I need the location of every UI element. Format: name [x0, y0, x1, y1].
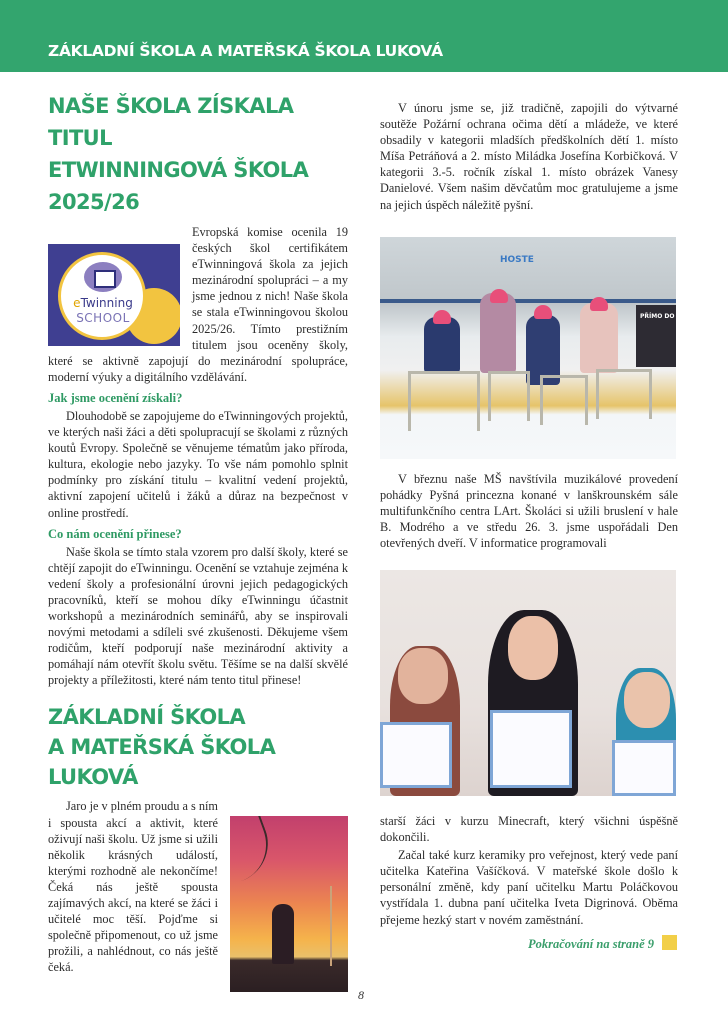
article1-title-line: 2025/26 [48, 190, 140, 214]
boy-face [398, 648, 448, 704]
etwinning-school-logo [48, 244, 180, 346]
article2-intro: Jaro je v plném proudu a s ním i spousta akcí a aktivit, které oživují naši školu. Už jsme si užili několik krásných událostí, kterými rozhodně ale nekončíme! Čeká nás ještě spousta zajímavých akcí, na které se žáci i učitelé moc těší. Pojďme si společně připomenout, co už jsme prožili, a nahlédnout, co nás ještě čeká. [48, 799, 218, 975]
article2-title-line: ZÁKLADNÍ ŠKOLA [48, 705, 246, 730]
subheading-how-we-earned: Jak jsme ocenění získali? [48, 390, 183, 405]
right-column-middle [380, 471, 678, 551]
boy-face [624, 672, 670, 728]
logo-etwinning-text: eTwinning [73, 296, 133, 310]
page-number: 8 [358, 988, 364, 1002]
skating-kids-photo [380, 237, 676, 459]
firefighter-painting-image [230, 816, 348, 992]
certificate-paper [612, 740, 676, 796]
article2-title-line: A MATEŘSKÁ ŠKOLA LUKOVÁ [48, 735, 276, 790]
firefighter-silhouette [272, 904, 294, 964]
skating-aid-frame [488, 371, 530, 421]
header-title: ZÁKLADNÍ ŠKOLA A MATEŘSKÁ ŠKOLA LUKOVÁ [48, 42, 443, 60]
continue-on-page-link[interactable]: Pokračování na straně 9 [528, 937, 655, 951]
kid-figure [480, 293, 516, 373]
article1-paragraph: Naše škola se tímto stala vzorem pro další školy, které se chtějí zapojit do eTwinningu. Ocenění se vztahuje zejména k vedení školy a profesionální úrovni jejich pedagogických pracovníků, kteří se mohou díky eTwinningu účastnit workshopů a mezinárodních seminářů, aby se inspirovali novými metodami a sdíleli své zkušenosti. Děkujeme všem rodičům, kteří podporují naše mezinárodní aktivity a pomáhají nám otevřít školu světu. Těšíme se na další skvělé projekty a příležitosti, které nám tento titul přinese! [48, 544, 348, 688]
article1-intro-block [48, 224, 348, 385]
article2-title [48, 702, 348, 792]
certificate-paper [380, 722, 452, 788]
tree-shape [330, 886, 332, 966]
left-column [48, 90, 348, 992]
right-paragraph-minecraft: starší žáci v kurzu Minecraft, který všichni úspěšně dokončili. [380, 814, 678, 845]
subheading-what-it-brings: Co nám ocenění přinese? [48, 526, 182, 541]
article1-title-line: NAŠE ŠKOLA ZÍSKALA TITUL [48, 94, 294, 150]
right-column [380, 100, 678, 213]
girl-face [508, 616, 558, 680]
pink-helmet [534, 305, 552, 319]
certificate-kids-photo [380, 570, 676, 796]
continue-marker-square [662, 935, 677, 950]
right-paragraph-staff: Začal také kurz keramiky pro veřejnost, který vede paní učitelka Kateřina Vašíčková. V mateřské škole došlo k personální změně, kdy paní učitelku Martu Poláčkovou vystřídala 1. dubna paní učitelka Iveta Digrinová. Oběma přejeme hezký start v novém zaměstnání. [380, 848, 678, 927]
pink-helmet [590, 297, 608, 311]
right-column-bottom [380, 813, 678, 928]
kid-figure [580, 303, 618, 373]
article1-title [48, 90, 348, 218]
right-paragraph-competition: V únoru jsme se, již tradičně, zapojili do výtvarné soutěže Požární ochrana očima dětí a mládeže, ve které obsadily v kategorii mladších předškolních dětí 1. místo Míša Petráňová a 2. místo Miládka Josefína Korbičková. V kategorii 3.-5. ročník získal 1. místo obrázek Vanesy Danielové. Všem našim děvčatům moc gratulujeme a jsme na jejich úspěch náležitě pyšní. [380, 101, 678, 212]
article2-intro-block [48, 798, 348, 975]
skating-aid-frame [540, 375, 588, 425]
article1-intro: Evropská komise ocenila 19 českých škol certifikátem eTwinningová škola za jejich mezinárodní spolupráci – a my jsme jednou z nich! Naše škola se stala eTwinningovou školou 2025/26. Tímto prestižním titulem jsou oceněny školy, které se aktivně zapojují do mezinárodní spolupráce, moderní výuky a digitálního vzdělávání. [48, 225, 348, 384]
tree-branch-shape [230, 816, 279, 881]
rink-banner: PŘÍMO DO [636, 305, 676, 367]
logo-school-text: SCHOOL [76, 311, 130, 325]
article1-paragraph: Dlouhodobě se zapojujeme do eTwinningových projektů, ve kterých naši žáci a děti spolupracují se školami z různých koutů Evropy. Společně se věnujeme tématům jako příroda, kultura, ekologie nebo jazyky. To vše nám pomohlo splnit podmínky pro získání titulu – kvalitní vedení projektů, aktivní zapojení učitelů i žáků a důraz na bezpečnost v online prostředí. [48, 408, 348, 520]
pink-helmet [433, 310, 451, 324]
photo-sign-hoste: HOSTE [500, 255, 534, 265]
school-house-icon [84, 262, 122, 292]
rink-board-edge [380, 299, 676, 303]
right-paragraph-march: V březnu naše MŠ navštívila muzikálové provedení pohádky Pyšná princezna konané v lanškrounském sále multifunkčního centra LArt. Školáci si užili bruslení v hale B. Modrého a ve středu 26. 3. jsme uspořádali Den otevřených dveří. V informatice programovali [380, 472, 678, 551]
skating-aid-frame [596, 369, 652, 419]
kid-figure [424, 317, 460, 373]
pink-helmet [490, 289, 508, 303]
article1-title-line: ETWINNINGOVÁ ŠKOLA [48, 158, 309, 182]
header-bar [0, 0, 728, 72]
certificate-paper [490, 710, 572, 788]
skating-aid-frame [408, 371, 480, 431]
